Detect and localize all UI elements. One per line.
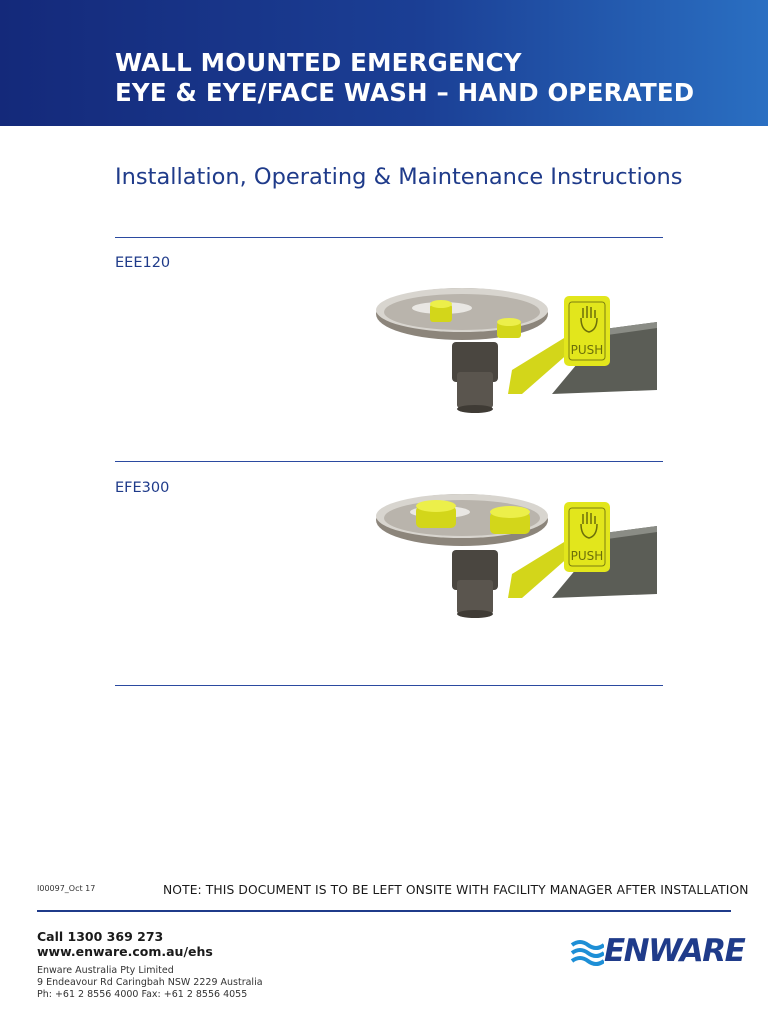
model-label-efe300: EFE300 — [115, 480, 170, 496]
model-label-eee120: EEE120 — [115, 255, 171, 271]
address-block — [37, 965, 263, 1001]
eye-face-wash-image-efe300 — [372, 486, 664, 626]
website-link[interactable]: www.enware.com.au/ehs — [37, 944, 213, 959]
wave-icon — [570, 937, 604, 967]
title-line-1: WALL MOUNTED EMERGENCY — [115, 48, 522, 77]
street-address: 9 Endeavour Rd Caringbah NSW 2229 Australia — [37, 977, 263, 988]
phone-fax: Ph: +61 2 8556 4000 Fax: +61 2 8556 4055 — [37, 989, 248, 1000]
title-line-2: EYE & EYE/FACE WASH – HAND OPERATED — [115, 78, 695, 107]
company-name: Enware Australia Pty Limited — [37, 965, 174, 976]
push-label: PUSH — [570, 549, 604, 563]
footer-divider — [37, 910, 731, 912]
enware-logo — [570, 933, 745, 969]
push-label: PUSH — [570, 343, 604, 357]
document-subtitle: Installation, Operating & Maintenance Instructions — [115, 164, 683, 190]
divider — [115, 685, 663, 686]
contact-block — [37, 929, 213, 959]
divider — [115, 237, 663, 238]
eye-wash-image-eee120 — [372, 282, 664, 422]
divider — [115, 461, 663, 462]
logo-wordmark: ENWARE — [604, 933, 745, 969]
onsite-note: NOTE: THIS DOCUMENT IS TO BE LEFT ONSITE WITH FACILITY MANAGER AFTER INSTALLATION — [163, 883, 749, 897]
document-title — [115, 48, 694, 108]
header-banner — [0, 0, 768, 126]
phone-call-text: Call 1300 369 273 — [37, 929, 164, 944]
document-reference: I00097_Oct 17 — [37, 884, 96, 893]
